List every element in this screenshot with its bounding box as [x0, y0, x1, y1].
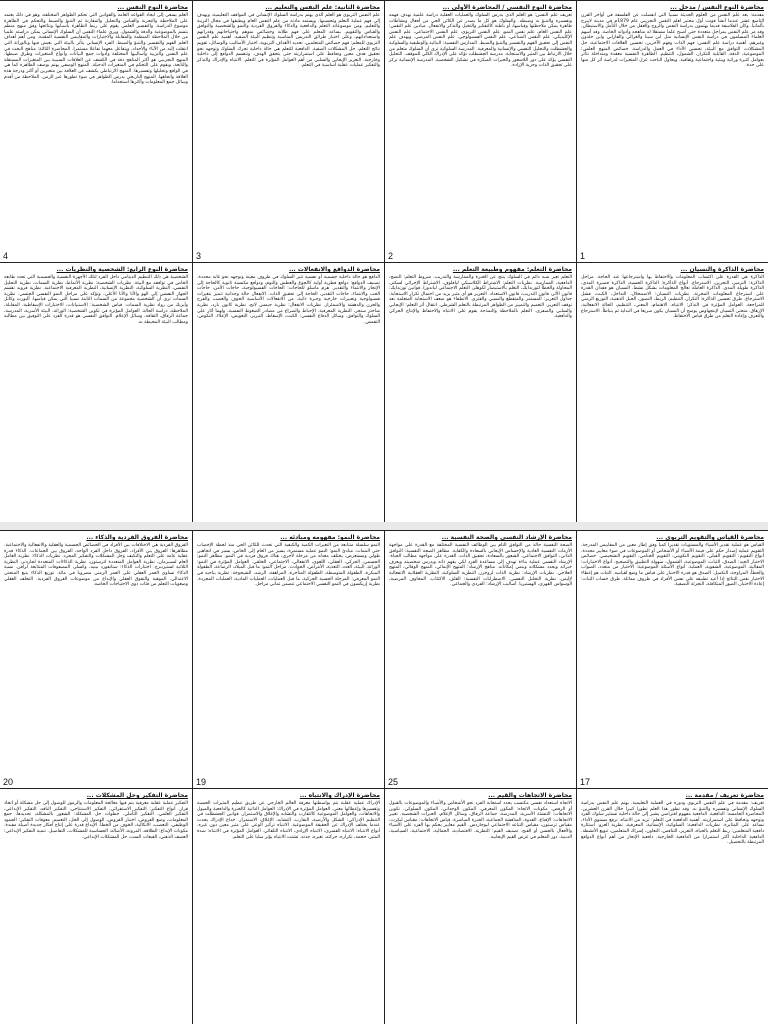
- document-page: [0, 530, 192, 788]
- sheet-divider: [0, 522, 768, 530]
- document-page: [192, 788, 384, 1024]
- page-number: 19: [196, 777, 207, 787]
- page-number: 25: [388, 777, 399, 787]
- page-header: محاضرة الدوافع والانفعالات ...: [288, 266, 380, 273]
- document-page: [576, 0, 768, 262]
- document-page: [384, 788, 576, 1024]
- document-page: [384, 530, 576, 788]
- document-page: [192, 0, 384, 262]
- page-body-text: تعريف علم النفس: هو العلم الذي يدرس السلوك والعمليات العقلية دراسة علمية بهدف فهمه وتفسيره والتنبؤ به وضبطه. والسلوك هو كل ما يصدر عن الكائن الحي من أفعال ونشاطات ظاهرة يمكن ملاحظتها وقياسها، أو باطنة كالتفكير والتخيل والتذكر والانفعال. ميادين علم النفس: علم النفس العام، علم نفس النمو، علم النفس التربوي، علم النفس الاجتماعي، علم النفس الإكلينيكي، علم النفس الصناعي، علم النفس الفسيولوجي، علم النفس المرضي. ويهدف علم النفس إلى تحقيق الفهم والتفسير والتنبؤ والضبط. المدارس النفسية: البنائية والوظيفية والسلوكية والجشطلت والتحليل النفسي والإنسانية والمعرفية. المدرسة السلوكية ترى أن السلوك متعلم من خلال الارتباط بين المثير والاستجابة. مدرسة الجشطلت تؤكد على الإدراك الكلي للموقف. التحليل النفسي يؤكد على دور اللاشعور والخبرات المبكرة في تشكيل الشخصية. المدرسة الإنسانية تركز على تحقيق الذات وحرية الإرادة.: [388, 13, 572, 69]
- page-body-text: الدافع هو حالة داخلية جسمية أو نفسية تثير السلوك في ظروف معينة وتوجهه نحو غاية محددة. تصنيف الدوافع: دوافع فطرية أولية كالجوع والعطش والنوم، ودوافع مكتسبة ثانوية كالحاجة إلى الإنجاز والانتماء والتقدير. هرم ماسلو للحاجات: الحاجات الفسيولوجية، حاجات الأمن، حاجات الحب والانتماء، حاجات التقدير، الحاجة إلى تحقيق الذات. الانفعال حالة وجدانية تتميز بتغيرات فسيولوجية وتعبيرات خارجية وخبرة ذاتية. من الانفعالات الأساسية الخوف والغضب والفرح والحزن والدهشة والاشمئزاز. نظريات الانفعال: نظرية جيمس لانج، نظرية كانون بارد، نظرية شاختر سنجر، النظرية المعرفية. الإحباط والصراع من مصادر الضغوط النفسية، ولهما آثار على السلوك والتوافق. وسائل الدفاع النفسي: الكبت، الإسقاط، التبرير، التعويض، الإعلاء، النكوص، التقمص.: [197, 275, 380, 325]
- page-number: 17: [580, 777, 591, 787]
- document-page: [576, 788, 768, 1024]
- page-body-text: الفروق الفردية هي الاختلافات بين الأفراد في الخصائص الجسمية والعقلية والانفعالية والاجتماعية. مظاهرها: الفروق بين الأفراد، الفروق داخل الفرد الواحد، الفروق بين الجماعات. الذكاء قدرة عقلية عامة على التعلم والتكيف وحل المشكلات والتفكير المجرد. نظريات الذكاء: نظرية العامل العام لسبيرمان، نظرية العوامل المتعددة لثرستون، نظرية الذكاءات المتعددة لجاردنر، النظرية الثلاثية لستيرنبرج. اختبارات الذكاء: ستانفورد بينيه، وكسلر، المصفوفات المتتابعة لرافن. نسبة الذكاء تساوي العمر العقلي على العمر الزمني مضروبا في مائة. توزيع الذكاء يتبع المنحنى الاعتدالي. الموهبة والتفوق العقلي والإبداع من موضوعات الفروق الفردية. التخلف العقلي وصعوبات التعلم من فئات ذوي الاحتياجات الخاصة.: [4, 543, 188, 588]
- page-header: محاضرة الذاكرة والنسيان ...: [680, 266, 764, 273]
- page-body-text: الاتجاه استعداد نفسي مكتسب يحدد استجابة الفرد نحو الأشخاص والأشياء والموضوعات بالقبول أو الرفض. مكونات الاتجاه: المكون المعرفي، المكون الوجداني، المكون السلوكي. تكوين الاتجاهات: التنشئة الأسرية، المدرسة، جماعة الرفاق، وسائل الإعلام، الخبرات الشخصية. تغيير الاتجاهات: الإقناع، القدوة، المناقشة الجماعية، الخبرة المباشرة. قياس الاتجاهات: مقياس ليكرت، مقياس ثرستون، مقياس التباعد الاجتماعي لبوجاردس. القيم معايير يحكم بها الفرد على الأشياء والأفعال بالحسن أو القبح. تصنيف القيم: النظرية، الاقتصادية، الجمالية، الاجتماعية، السياسية، الدينية. دور المعلم في غرس القيم الإيجابية.: [389, 801, 572, 840]
- document-page: [576, 530, 768, 788]
- page-body-text: الإدراك عملية عقلية يتم بواسطتها معرفة العالم الخارجي عن طريق تنظيم المثيرات الحسية وتفسيرها وإعطائها معنى. العوامل المؤثرة في الإدراك: العوامل الذاتية كالخبرة والدافعية والميول والاتجاهات، والعوامل الموضوعية كالتقارب والتشابه والإغلاق والاستمرار. قوانين الجشطلت في التنظيم الإدراكي: الشكل والأرضية، التقارب، التشابه، الإغلاق، الاستمرار. خداع الإدراك يحدث عندما يختلف الإدراك عن الحقيقة الموضوعية. الانتباه تركيز الوعي على مثير معين دون غيره. أنواع الانتباه: الانتباه القسري، الانتباه الإرادي، الانتباه التلقائي. العوامل المؤثرة في الانتباه: شدة المثير، حجمه، تكراره، حركته، تغيره، جدته. تشتت الانتباه يؤثر سلبا على التعلم.: [197, 801, 380, 840]
- document-page: [384, 262, 576, 522]
- page-header: محاضرة النوع النفسي / المحاضرة الأولى ...: [442, 4, 572, 11]
- page-body-text: علم النفس التربوي هو العلم الذي يهتم بدراسة السلوك الإنساني في المواقف التعليمية، ويهدف إلى فهم عملية التعلم وتحسينها. ويستمد مادته من علم النفس العام ويطبقها في مجال التربية والتعليم. ومن موضوعاته التعلم والدافعية والذكاء والفروق الفردية والنمو والشخصية والتوافق والقياس والتقويم. يساعد المعلم على فهم طلابه وخصائص نموهم واحتياجاتهم وقدراتهم واستعداداتهم، وعلى اختيار طرائق التدريس المناسبة وتنظيم البيئة الصفية. أهمية علم النفس التربوي للمعلم: فهم خصائص المتعلمين، تحديد الأهداف التربوية، اختيار الأساليب والوسائل، تقويم نتائج التعلم، حل المشكلات الصفية. الدافعية للتعلم هي حالة داخلية تحرك السلوك وتوجهه نحو تحقيق هدف معين وتحافظ على استمراريته حتى يتحقق الهدف. وتنقسم الدوافع إلى داخلية وخارجية. التعزيز الإيجابي والسلبي من أهم العوامل المؤثرة في التعلم. الانتباه والإدراك والتذكر والتفكير عمليات عقلية أساسية في التعلم.: [197, 13, 380, 69]
- page-body-text: الشخصية هي ذلك التنظيم الدينامي داخل الفرد لتلك الأجهزة النفسية والجسمية التي تحدد طابعه الخاص في توافقه مع البيئة. نظريات الشخصية: نظرية الأنماط، نظرية السمات، نظرية التحليل النفسي، النظرية السلوكية، النظرية الإنسانية، النظرية المعرفية الاجتماعية. نظرية فرويد تقسم الجهاز النفسي إلى الهو والأنا والأنا الأعلى، وتؤكد على مراحل النمو النفسي الجنسي. نظرية السمات ترى أن الشخصية مجموعة من السمات الثابتة نسبيا التي يمكن قياسها. ألبورت وكاتل وأيزنك من رواد نظرية السمات. قياس الشخصية: الاستبيانات، الاختبارات الإسقاطية، المقابلة، الملاحظة، دراسة الحالة. العوامل المؤثرة في تكوين الشخصية: الوراثة، البيئة الأسرية، المدرسة، جماعة الرفاق، الثقافة، وسائل الإعلام. التوافق النفسي هو قدرة الفرد على التوفيق بين مطالبه ومطالب البيئة المحيطة به.: [4, 275, 188, 325]
- page-number: 3: [196, 251, 202, 261]
- page-body-text: الذاكرة هي القدرة على اكتساب المعلومات والاحتفاظ بها واسترجاعها عند الحاجة. مراحل الذاكرة: الترميز، التخزين، الاسترجاع. أنواع الذاكرة: الذاكرة الحسية، الذاكرة قصيرة المدى، الذاكرة طويلة المدى. الذاكرة العاملة تعالج المعلومات بشكل نشط. النسيان هو فقدان القدرة على استرجاع المعلومات المخزنة. نظريات النسيان: الاضمحلال، التداخل، الكبت، فشل الاسترجاع. طرق تحسين الذاكرة: التكرار، التنظيم، الربط، التصور، الحيل الذهنية، التوزيع الزمني للمراجعة. العوامل المؤثرة في التذكر: الانتباه، الاهتمام، المعنى، التنظيم، الحالة الانفعالية، الإرهاق. منحنى النسيان لإبنجهاوس يوضح أن النسيان يكون سريعا في البداية ثم يتباطأ. الاسترجاع والتعرف وإعادة التعلم من طرق قياس الاحتفاظ.: [581, 275, 764, 320]
- page-header: محاضرة النوع الرابع: الشخصية والنظريات ...: [56, 266, 188, 273]
- page-number: 2: [388, 251, 394, 261]
- page-header: محاضرة النوع النفس ...: [117, 4, 188, 11]
- page-body-text: التفكير عملية عقلية معرفية يتم فيها معالجة المعلومات والرموز للوصول إلى حل مشكلة أو اتخاذ قرار. أنواع التفكير: التفكير الاستقرائي، التفكير الاستنتاجي، التفكير الناقد، التفكير الإبداعي، التفكير العلمي، التفكير التأملي. خطوات حل المشكلة: الشعور بالمشكلة، تحديدها، جمع المعلومات، وضع الفروض، اختبار الفروض، الوصول إلى الحل، التعميم. معوقات التفكير: الجمود الوظيفي، التعصب، الاتكالية، الخوف من الخطأ. الإبداع قدرة على إنتاج أفكار جديدة أصيلة مفيدة. مكونات الإبداع: الطلاقة، المرونة، الأصالة، الحساسية للمشكلات، التفاصيل. تنمية التفكير الإبداعي: العصف الذهني، القبعات الست، حل المشكلات الإبداعي.: [4, 801, 188, 840]
- document-page: [0, 0, 192, 262]
- page-header: محاضرة التفكير وحل المشكلات ...: [86, 792, 188, 799]
- page-header: محاضرة النوع النفس / مدخل ...: [670, 4, 764, 11]
- page-header: محاضرة الاتجاهات والقيم ...: [488, 792, 572, 799]
- page-body-text: العلم يسعى إلى ايجاد القواعد العامة والقوانين التي تحكم الظواهر المختلفة، وهو في ذلك يعتمد على الملاحظة والتجربة والقياس والتحليل والمقارنة ثم التنبؤ والضبط والتحكم في الظاهرة موضوع الدراسة. والتفسير العلمي يقوم على ربط الظاهرة بأسبابها ونتائجها وفق منهج منظم يتسم بالموضوعية والدقة والشمول. ويرى علماء النفس أن السلوك الإنساني يمكن دراسته علميا من خلال الملاحظة المنظمة والمقابلة والاختبارات والمقاييس النفسية المقننة. ومن أهم أهداف العلم الفهم والتفسير والتنبؤ والضبط. الفرد الإنساني يتأثر بالبيئة التي يعيش فيها وبالوراثة التي انتقلت إليه من الآباء والأجداد، ويتفاعل معهما تفاعلا مستمرا. المحاضرة الثالثة: مناهج البحث في علم النفس والتربية وأساليبها المختلفة وأدوات جمع البيانات وأنواع المتغيرات وطرق ضبطها. المنهج التجريبي هو أكثر المناهج دقة في الكشف عن العلاقات السببية بين المتغيرات المستقلة والتابعة، ويقوم على التحكم في المتغيرات الدخيلة. المنهج الوصفي يهتم بوصف الظاهرة كما هي في الواقع وتحليلها وتفسيرها. المنهج الارتباطي يكشف عن العلاقة بين متغيرين أو أكثر ودرجة هذه العلاقة واتجاهها. المنهج التاريخي يدرس الظواهر في ضوء تطورها عبر الزمن. الملاحظة من أقدم وسائل جمع المعلومات وأكثرها استخداما.: [4, 13, 188, 86]
- page-number: 1: [580, 251, 586, 261]
- page-body-text: الصحة النفسية حالة من التوافق التام بين الوظائف النفسية المختلفة مع القدرة على مواجهة الأزمات النفسية العادية والإحساس الإيجابي بالسعادة والكفاية. مظاهر الصحة النفسية: التوافق الذاتي، التوافق الاجتماعي، الشعور بالسعادة، تحقيق الذات، القدرة على مواجهة مطالب الحياة. الإرشاد النفسي عملية بناءة تهدف إلى مساعدة الفرد لكي يفهم ذاته ويدرس شخصيته ويعرف خبراته ويحدد مشكلاته وينمي إمكاناته. مناهج الإرشاد: المنهج الإنمائي، المنهج الوقائي، المنهج العلاجي. نظريات الإرشاد: نظرية الذات لروجرز، النظرية السلوكية، النظرية العقلانية الانفعالية لإليس، نظرية التحليل النفسي. الاضطرابات النفسية: القلق، الاكتئاب، المخاوف المرضية، الوسواس القهري، الهستيريا. أساليب الإرشاد: الفردي والجماعي.: [389, 543, 572, 588]
- page-body-text: تعريف: مقدمة في علم النفس التربوي ودوره في العملية التعليمية. يهتم علم النفس بدراسة السلوك الإنساني وتفسيره والتنبؤ به. وقد تطور هذا العلم تطورا كبيرا خلال القرن العشرين. المحاضرة الخامسة: الدافعية. الدافعية مفهوم افتراضي يشير إلى حالة داخلية تستثير سلوك الفرد وتوجهه وتحافظ على استمراريته. أهمية الدافعية في التعلم: تزيد من الانتباه، ترفع مستوى الأداء، تساعد على المثابرة. نظريات الدافعية: السلوكية، الإنسانية، المعرفية، نظرية العزو. استثارة دافعية المتعلمين: ربط التعلم بالحياة، التعزيز، التنافس، التعاون، إشراك المتعلمين، تنويع الأنشطة. الدافعية الداخلية أكثر استمرارا من الدافعية الخارجية. دافعية الإنجاز من أهم أنواع الدوافع المرتبطة بالتحصيل.: [581, 801, 764, 846]
- page-number: 20: [3, 777, 14, 787]
- page-header: محاضرة النمو: مفهومه ومبادئه ...: [280, 534, 380, 541]
- page-header: محاضرة الإرشاد النفسي والصحة النفسية ...: [441, 534, 572, 541]
- page-header: محاضرة التعلم: مفهوم وطبيعة التعلم ...: [452, 266, 572, 273]
- page-header: محاضرة الفروق الفردية والذكاء ...: [86, 534, 188, 541]
- page-body-text: التعلم تغير شبه دائم في السلوك ينتج عن الخبرة والممارسة والتدريب. شروط التعلم: النضج، الدافعية، الممارسة. نظريات التعلم: الاشتراط الكلاسيكي لبافلوف، الاشتراط الإجرائي لسكنر، المحاولة والخطأ لثورندايك، التعلم بالاستبصار لكوهلر، التعلم الاجتماعي لباندورا. قوانين ثورندايك: قانون الأثر، قانون التدريب، قانون الاستعداد. التعزيز هو أي مثير يزيد من احتمال تكرار الاستجابة. جداول التعزيز: المستمر والمتقطع والنسبي والفتري. الانطفاء هو ضعف الاستجابة المتعلمة بعد توقف التعزيز. التعميم والتمييز من الظواهر المرتبطة بالتعلم الشرطي. انتقال أثر التعلم: الإيجابي والسلبي والصفري. التعلم بالملاحظة والنمذجة يقوم على الانتباه والاحتفاظ والإنتاج الحركي والدافعية.: [389, 275, 572, 320]
- document-page: [384, 0, 576, 262]
- document-page: [192, 262, 384, 522]
- page-number: 4: [3, 251, 9, 261]
- page-header: محاضرة الثانية: علم النفس والتعليم ...: [265, 4, 380, 11]
- page-header: محاضرة تعريف / مقدمة ...: [685, 792, 764, 799]
- page-header: محاضرة القياس والتقويم التربوي ...: [656, 534, 764, 541]
- document-page: [192, 530, 384, 788]
- document-page: [0, 262, 192, 522]
- document-page: [576, 262, 768, 522]
- scan-sheet-bottom: [0, 530, 768, 1024]
- document-page: [0, 788, 192, 1024]
- page-body-text: مقدمة: يعد علم النفس من العلوم الحديثة نسبيا التي انفصلت عن الفلسفة في أواخر القرن التاسع عشر عندما أنشأ فونت أول مختبر لعلم النفس التجريبي عام 1879م في مدينة لايبزج بألمانيا. وكان الفلاسفة قديما يهتمون بدراسة النفس والروح والعقل من خلال التأمل والاستبطان. وقد مر علم النفس بمراحل متعددة حتى أصبح علما مستقلا له مناهجه وأدواته الخاصة. وقد أسهم العلماء المسلمون في دراسة النفس الإنسانية مثل ابن سينا والغزالي والفارابي وابن خلدون وغيرهم. أهمية دراسة علم النفس: فهم الذات وفهم الآخرين، تحسين العلاقات الاجتماعية، حل المشكلات، التوافق مع البيئة، تحسين الأداء في العمل والدراسة. خصائص المنهج العلمي: الموضوعية، الدقة، القابلية للتكرار، الشمول، التنظيم. الظاهرة النفسية معقدة ومتداخلة تتأثر بعوامل كثيرة وراثية وبيئية واجتماعية وثقافية. ويحاول الباحث عزل المتغيرات لدراسة أثر كل منها على حدة.: [581, 13, 764, 69]
- page-header: محاضرة الإدراك والانتباه ...: [299, 792, 380, 799]
- page-body-text: النمو سلسلة متتابعة من التغيرات الكمية والكيفية التي تحدث للكائن الحي منذ لحظة الإخصاب حتى الممات. مبادئ النمو: النمو عملية مستمرة، يسير من العام إلى الخاص، يسير في اتجاهين طولي ومستعرض، يختلف معدله من مرحلة لأخرى، هناك فروق فردية في النمو. مظاهر النمو: الجسمي، الحركي، العقلي، اللغوي، الانفعالي، الاجتماعي، الخلقي. العوامل المؤثرة في النمو: الوراثة، البيئة، الغدد، التغذية، الأمراض، الحوادث. مراحل النمو: ما قبل الميلاد، الرضاعة، الطفولة المبكرة، الطفولة المتوسطة، الطفولة المتأخرة، المراهقة، الرشد، الشيخوخة. نظرية بياجيه في النمو المعرفي: المرحلة الحسية الحركية، ما قبل العمليات، العمليات المادية، العمليات المجردة. نظرية إريكسون في النمو النفسي الاجتماعي تتضمن ثماني مراحل.: [197, 543, 380, 588]
- page-body-text: القياس هو عملية تقدير الأشياء والمستويات تقديرا كميا وفق إطار معين من المقاييس المدرجة. التقويم عملية إصدار حكم على قيمة الأشياء أو الأشخاص أو الموضوعات في ضوء معايير محددة. أنواع التقويم: التقويم القبلي، التقويم التكويني، التقويم الختامي، التقويم التشخيصي. خصائص الاختبار الجيد: الصدق، الثبات، الموضوعية، الشمول، سهولة التطبيق والتصحيح. أنواع الاختبارات: المقالية، الموضوعية، الشفوية، العملية. أنواع الأسئلة الموضوعية: الاختيار من متعدد، الصواب والخطأ، المزاوجة، التكميل. الصدق هو قدرة الاختبار على قياس ما وضع لقياسه. الثبات هو إعطاء الاختبار نفس النتائج إذا أعيد تطبيقه على نفس الأفراد في ظروف مماثلة. طرق حساب الثبات: إعادة الاختبار، الصور المتكافئة، التجزئة النصفية.: [581, 543, 764, 588]
